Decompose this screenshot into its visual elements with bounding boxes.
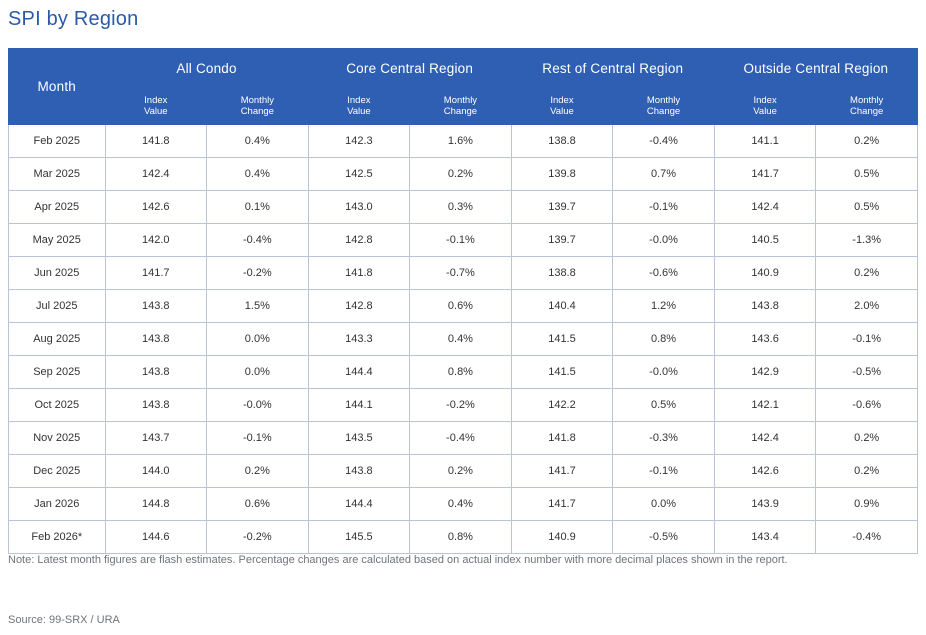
cell-value: 0.0% (207, 323, 309, 356)
table-row (9, 422, 918, 455)
cell-value: 0.8% (410, 521, 512, 554)
cell-value: 139.7 (511, 191, 613, 224)
cell-value: 141.7 (105, 257, 207, 290)
column-group-all-condo: All Condo (105, 49, 308, 88)
cell-value: 138.8 (511, 125, 613, 158)
cell-value: 0.4% (410, 488, 512, 521)
table-row (9, 455, 918, 488)
cell-month: Jan 2026 (9, 488, 106, 521)
cell-value: 143.8 (105, 389, 207, 422)
cell-value: 143.8 (105, 323, 207, 356)
cell-value: 143.8 (105, 290, 207, 323)
cell-value: -0.6% (613, 257, 715, 290)
cell-value: -0.0% (613, 356, 715, 389)
subheader-index-value (308, 88, 410, 125)
subheader-index-line1: Index (144, 95, 168, 106)
cell-value: 142.6 (105, 191, 207, 224)
cell-value: 143.3 (308, 323, 410, 356)
table-row (9, 389, 918, 422)
cell-value: 0.0% (207, 356, 309, 389)
cell-value: 138.8 (511, 257, 613, 290)
cell-value: 144.4 (308, 356, 410, 389)
cell-month: Apr 2025 (9, 191, 106, 224)
cell-month: Dec 2025 (9, 455, 106, 488)
subheader-monthly-change (207, 88, 309, 125)
cell-value: 0.6% (410, 290, 512, 323)
cell-value: -0.2% (207, 521, 309, 554)
cell-value: -0.3% (613, 422, 715, 455)
cell-value: -0.4% (613, 125, 715, 158)
cell-value: -0.1% (613, 191, 715, 224)
subheader-monthly-change (613, 88, 715, 125)
cell-value: 141.5 (511, 323, 613, 356)
table-body (9, 125, 918, 554)
spi-table (8, 48, 918, 554)
subheader-monthly-change (410, 88, 512, 125)
subheader-index-line1: Index (550, 95, 574, 106)
subheader-index-line2: Value (753, 106, 777, 117)
cell-value: 0.2% (816, 455, 918, 488)
subheader-change-line2: Change (850, 106, 884, 117)
cell-value: 0.5% (816, 191, 918, 224)
cell-value: 0.2% (816, 257, 918, 290)
column-group-rest-of-central-region: Rest of Central Region (511, 49, 714, 88)
cell-value: -0.4% (207, 224, 309, 257)
cell-month: Mar 2025 (9, 158, 106, 191)
cell-value: 1.2% (613, 290, 715, 323)
cell-month: Feb 2026* (9, 521, 106, 554)
table-row (9, 290, 918, 323)
cell-value: 0.9% (816, 488, 918, 521)
cell-value: 141.1 (714, 125, 816, 158)
cell-value: -0.5% (816, 356, 918, 389)
cell-value: 144.4 (308, 488, 410, 521)
cell-value: -0.0% (207, 389, 309, 422)
cell-value: 143.5 (308, 422, 410, 455)
subheader-change-line2: Change (240, 106, 274, 117)
column-group-outside-central-region: Outside Central Region (714, 49, 917, 88)
subheader-index-line2: Value (143, 106, 168, 117)
table-row (9, 158, 918, 191)
cell-value: 0.4% (410, 323, 512, 356)
cell-value: 0.7% (613, 158, 715, 191)
table-row (9, 224, 918, 257)
cell-month: Oct 2025 (9, 389, 106, 422)
cell-value: 142.4 (714, 422, 816, 455)
cell-value: 142.0 (105, 224, 207, 257)
column-group-core-central-region: Core Central Region (308, 49, 511, 88)
cell-value: 141.8 (511, 422, 613, 455)
table-row (9, 521, 918, 554)
source-label: Source: 99-SRX / URA (8, 614, 120, 626)
cell-value: 140.5 (714, 224, 816, 257)
table-row (9, 257, 918, 290)
cell-value: 0.2% (207, 455, 309, 488)
cell-value: 143.9 (714, 488, 816, 521)
cell-value: 0.2% (816, 125, 918, 158)
subheader-index-line2: Value (347, 106, 371, 117)
cell-value: 140.9 (511, 521, 613, 554)
table-row (9, 356, 918, 389)
table-header-groups (9, 49, 918, 88)
subheader-change-line1: Monthly (850, 95, 884, 106)
table-row (9, 125, 918, 158)
cell-value: 143.0 (308, 191, 410, 224)
cell-value: 144.8 (105, 488, 207, 521)
page-title: SPI by Region (8, 8, 139, 30)
cell-value: 0.2% (410, 158, 512, 191)
subheader-change-line1: Monthly (443, 95, 478, 106)
cell-value: 144.6 (105, 521, 207, 554)
cell-value: 141.8 (105, 125, 207, 158)
cell-value: 0.4% (207, 158, 309, 191)
cell-value: -0.1% (410, 224, 512, 257)
cell-value: 142.6 (714, 455, 816, 488)
cell-value: 139.8 (511, 158, 613, 191)
table-note: Note: Latest month figures are flash estimates. Percentage changes are calculated based on actual index number with more decimal places shown in the report. (8, 554, 788, 566)
subheader-index-value (105, 88, 207, 125)
cell-value: 141.5 (511, 356, 613, 389)
cell-value: 145.5 (308, 521, 410, 554)
cell-value: 143.8 (105, 356, 207, 389)
cell-value: 142.8 (308, 224, 410, 257)
cell-value: 142.4 (714, 191, 816, 224)
cell-value: 0.6% (207, 488, 309, 521)
subheader-index-line1: Index (347, 95, 371, 106)
cell-value: 142.1 (714, 389, 816, 422)
cell-month: Aug 2025 (9, 323, 106, 356)
cell-value: 142.9 (714, 356, 816, 389)
cell-value: 0.3% (410, 191, 512, 224)
cell-value: -1.3% (816, 224, 918, 257)
column-header-month: Month (9, 49, 106, 125)
cell-month: May 2025 (9, 224, 106, 257)
cell-value: 0.2% (410, 455, 512, 488)
table-row (9, 191, 918, 224)
cell-value: 142.8 (308, 290, 410, 323)
subheader-change-line2: Change (443, 106, 478, 117)
cell-month: Sep 2025 (9, 356, 106, 389)
cell-value: 1.5% (207, 290, 309, 323)
subheader-index-line2: Value (550, 106, 574, 117)
cell-value: 143.8 (308, 455, 410, 488)
subheader-monthly-change (816, 88, 918, 125)
cell-value: 141.8 (308, 257, 410, 290)
table-header-subcolumns (9, 88, 918, 125)
cell-value: -0.6% (816, 389, 918, 422)
cell-month: Feb 2025 (9, 125, 106, 158)
cell-month: Jun 2025 (9, 257, 106, 290)
cell-value: 2.0% (816, 290, 918, 323)
cell-value: -0.1% (613, 455, 715, 488)
cell-value: 0.2% (816, 422, 918, 455)
cell-value: 143.6 (714, 323, 816, 356)
cell-value: 142.3 (308, 125, 410, 158)
cell-value: 143.8 (714, 290, 816, 323)
cell-value: -0.1% (816, 323, 918, 356)
cell-month: Nov 2025 (9, 422, 106, 455)
subheader-index-value (511, 88, 613, 125)
cell-value: -0.7% (410, 257, 512, 290)
cell-value: -0.4% (816, 521, 918, 554)
cell-value: 0.5% (613, 389, 715, 422)
cell-value: 0.5% (816, 158, 918, 191)
cell-value: -0.5% (613, 521, 715, 554)
subheader-change-line2: Change (646, 106, 681, 117)
cell-value: 144.1 (308, 389, 410, 422)
cell-value: 140.4 (511, 290, 613, 323)
subheader-index-line1: Index (753, 95, 777, 106)
cell-value: 0.0% (613, 488, 715, 521)
cell-value: 143.4 (714, 521, 816, 554)
cell-value: 143.7 (105, 422, 207, 455)
cell-value: 0.4% (207, 125, 309, 158)
cell-value: -0.2% (410, 389, 512, 422)
cell-value: 142.2 (511, 389, 613, 422)
cell-value: 0.8% (410, 356, 512, 389)
cell-value: -0.1% (207, 422, 309, 455)
table-row (9, 488, 918, 521)
cell-value: -0.0% (613, 224, 715, 257)
subheader-change-line1: Monthly (646, 95, 681, 106)
cell-value: 139.7 (511, 224, 613, 257)
cell-value: -0.4% (410, 422, 512, 455)
cell-value: 141.7 (511, 455, 613, 488)
cell-value: 141.7 (511, 488, 613, 521)
table-row (9, 323, 918, 356)
cell-value: 142.5 (308, 158, 410, 191)
cell-value: 0.1% (207, 191, 309, 224)
cell-value: 0.8% (613, 323, 715, 356)
cell-value: 142.4 (105, 158, 207, 191)
cell-value: 141.7 (714, 158, 816, 191)
cell-month: Jul 2025 (9, 290, 106, 323)
cell-value: 144.0 (105, 455, 207, 488)
subheader-index-value (714, 88, 816, 125)
cell-value: 140.9 (714, 257, 816, 290)
cell-value: 1.6% (410, 125, 512, 158)
cell-value: -0.2% (207, 257, 309, 290)
subheader-change-line1: Monthly (240, 95, 274, 106)
